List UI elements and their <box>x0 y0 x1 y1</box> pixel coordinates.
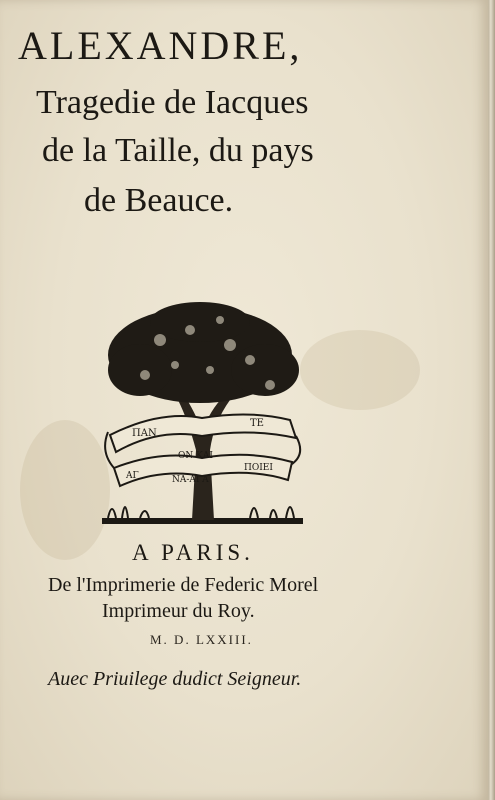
title-line-4: de Beauce. <box>84 182 234 219</box>
title-line-2: Tragedie de Iacques <box>36 84 309 121</box>
title-line-1: ALEXANDRE, <box>18 23 303 68</box>
paper-stain <box>20 420 110 560</box>
ribbon-text-top-left: ΠΑΝ <box>132 428 157 439</box>
paper-stain <box>300 330 420 410</box>
ribbon-text-bottom-left: ΑΓ <box>126 471 139 481</box>
ribbon-text-bottom-right: ΠΟΙΕΙ <box>244 463 273 473</box>
ribbon-text-bottom-mid: ΝΑ-ΑΓΑ <box>172 475 209 485</box>
imprint-privilege: Auec Priuilege dudict Seigneur. <box>48 668 302 690</box>
ribbon-text-top-right: ΤΕ <box>250 418 264 429</box>
imprint-printer-line-1: De l'Imprimerie de Federic Morel <box>48 574 319 596</box>
printers-device-tree-woodcut <box>100 300 305 528</box>
title-line-3: de la Taille, du pays <box>42 132 314 169</box>
imprint-printer-line-2: Imprimeur du Roy. <box>102 600 255 622</box>
page-edge <box>488 0 495 800</box>
imprint-place: A PARIS. <box>132 540 254 565</box>
ribbon-text-middle: ΟΝ ΚΑΙ <box>178 451 213 461</box>
imprint-date: M. D. LXXIII. <box>150 632 253 647</box>
